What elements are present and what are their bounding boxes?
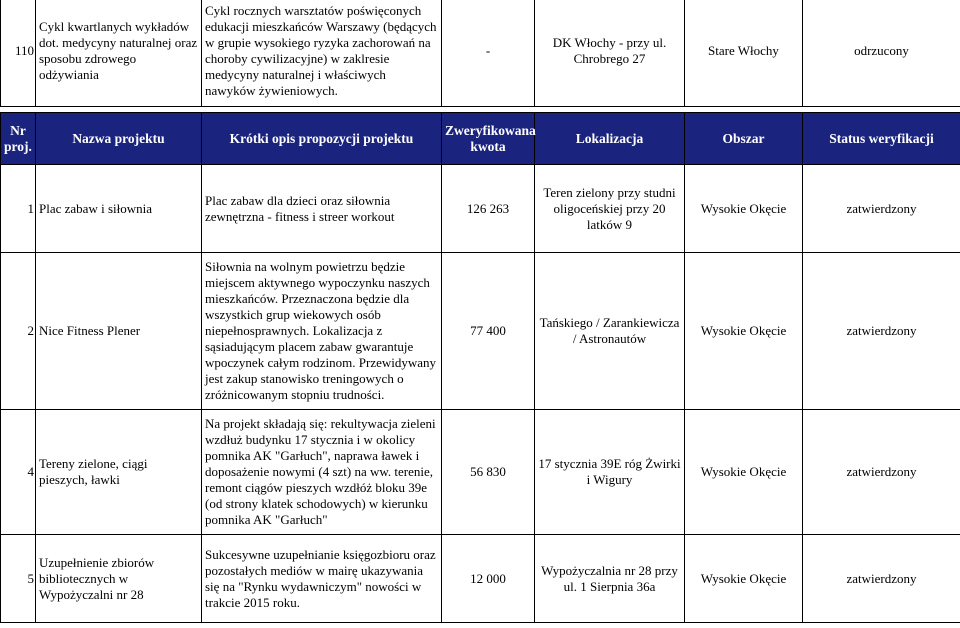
table-row [1, 410, 960, 535]
status-cell: odrzucony [803, 0, 960, 107]
area-cell: Wysokie Okęcie [685, 253, 803, 410]
header-name: Nazwa projektu [36, 113, 202, 165]
previous-page-table [0, 0, 960, 107]
area-cell: Wysokie Okęcie [685, 535, 803, 623]
status-cell: zatwierdzony [803, 410, 960, 535]
location-cell: 17 stycznia 39E róg Żwirki i Wigury [535, 410, 685, 535]
header-nr: Nr proj. [1, 113, 36, 165]
project-description-cell: Cykl rocznych warsztatów poświęconych edukacji mieszkańców Warszawy (będących w grupie wysokiego ryzyka zachorowań na choroby cywilizacyjne) w zaklresie medycyny naturalnej i właściwych nawyków żywieniowych. [202, 0, 442, 107]
verified-amount-cell: 56 830 [442, 410, 535, 535]
project-description-cell: Siłownia na wolnym powietrzu będzie miejscem aktywnego wypoczynku naszych mieszkańców. Przeznaczona będzie dla wszystkich grup wiekowych osób niepełnosprawnych. Lokalizacja z sąsiadującym placem zabaw gwarantuje wpoczynek całym rodzinom. Przewidywany jest zakup stanowisko treningowych o zróżnicowanym stopniu trudności. [202, 253, 442, 410]
status-cell: zatwierdzony [803, 165, 960, 253]
location-cell: DK Włochy - przy ul. Chrobrego 27 [535, 0, 685, 107]
project-number-cell: 2 [1, 253, 36, 410]
header-row [1, 113, 960, 165]
project-number-cell: 4 [1, 410, 36, 535]
location-cell: Teren zielony przy studni oligoceńskiej przy 20 latków 9 [535, 165, 685, 253]
area-cell: Wysokie Okęcie [685, 165, 803, 253]
project-description-cell: Na projekt składają się: rekultywacja zieleni wzdłuż budynku 17 stycznia i w okolicy pomnika AK "Garłuch", naprawa ławek i doposażenie nowymi (4 szt) na ww. terenie, remont ciągów pieszych wzdłóż bloku 39e (od strony klatek schodowych) w kierunku pomnika AK "Garłuch" [202, 410, 442, 535]
projects-table [0, 112, 960, 623]
location-cell: Tańskiego / Zarankiewicza / Astronautów [535, 253, 685, 410]
project-number-cell: 5 [1, 535, 36, 623]
project-description-cell: Plac zabaw dla dzieci oraz siłownia zewnętrzna - fitness i streer workout [202, 165, 442, 253]
verified-amount-cell: - [442, 0, 535, 107]
verified-amount-cell: 126 263 [442, 165, 535, 253]
table-row [1, 535, 960, 623]
area-cell: Wysokie Okęcie [685, 410, 803, 535]
project-number-cell: 110 [1, 0, 36, 107]
header-amount: Zweryfikowana kwota [442, 113, 535, 165]
header-status: Status weryfikacji [803, 113, 960, 165]
table-row [1, 253, 960, 410]
status-cell: zatwierdzony [803, 535, 960, 623]
project-name-cell: Uzupełnienie zbiorów bibliotecznych w Wypożyczalni nr 28 [36, 535, 202, 623]
header-description: Krótki opis propozycji projektu [202, 113, 442, 165]
table-row [1, 165, 960, 253]
status-cell: zatwierdzony [803, 253, 960, 410]
verified-amount-cell: 12 000 [442, 535, 535, 623]
project-name-cell: Cykl kwartlanych wykładów dot. medycyny naturalnej oraz sposobu zdrowego odżywiania [36, 0, 202, 107]
project-number-cell: 1 [1, 165, 36, 253]
verified-amount-cell: 77 400 [442, 253, 535, 410]
header-location: Lokalizacja [535, 113, 685, 165]
project-description-cell: Sukcesywne uzupełnianie księgozbioru oraz pozostałych mediów w mairę ukazywania się na "Rynku wydawniczym" nowości w trakcie 2015 roku. [202, 535, 442, 623]
project-name-cell: Plac zabaw i siłownia [36, 165, 202, 253]
project-name-cell: Nice Fitness Plener [36, 253, 202, 410]
location-cell: Wypożyczalnia nr 28 przy ul. 1 Sierpnia 36a [535, 535, 685, 623]
project-name-cell: Tereny zielone, ciągi pieszych, ławki [36, 410, 202, 535]
header-area: Obszar [685, 113, 803, 165]
area-cell: Stare Włochy [685, 0, 803, 107]
table-row [1, 0, 960, 107]
